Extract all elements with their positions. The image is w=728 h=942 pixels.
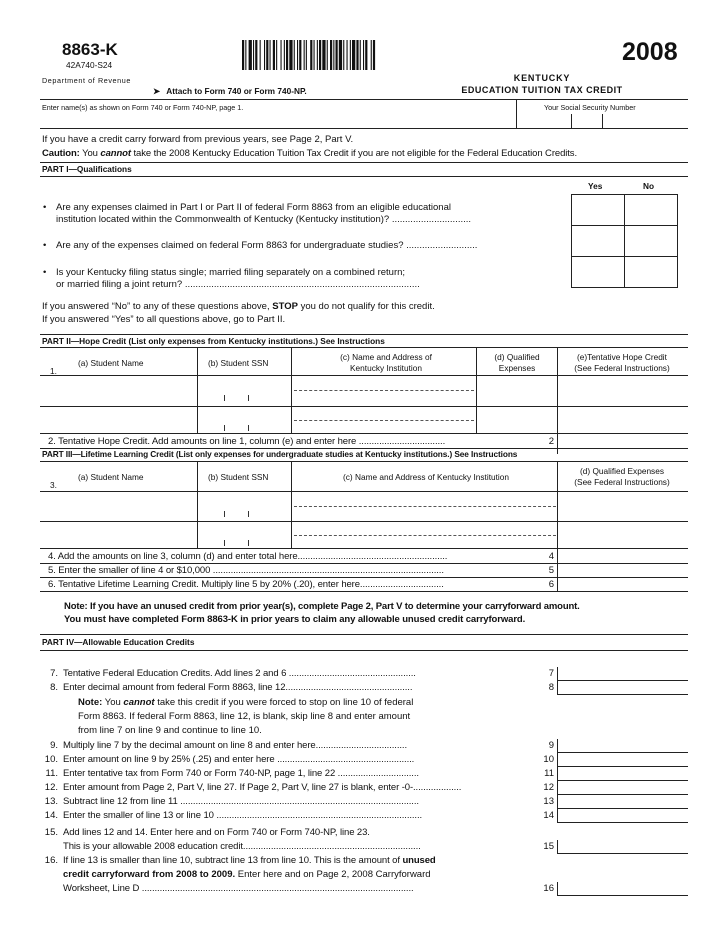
question-1-line2: institution located within the Commonwealth of Kentucky (Kentucky institution)? .............................. [56, 214, 472, 225]
part2-col-e-line2: (See Federal Instructions) [574, 363, 670, 373]
part4-line-label: 9. [50, 740, 58, 751]
carryforward-note-1: Note: If you have an unused credit from prior year(s), complete Page 2, Part V to determine your carryforward amount. [64, 601, 580, 612]
part3-row1-institution[interactable] [293, 492, 555, 520]
ssn-label: Your Social Security Number [544, 103, 636, 112]
part2-row1-credit[interactable] [559, 376, 687, 405]
line16-num: 16 [543, 883, 554, 894]
barcode-image [242, 40, 408, 70]
part4-line-label: 7. [50, 668, 58, 679]
arrow-icon: ➤ [153, 86, 160, 96]
part1-title: PART I—Qualifications [42, 164, 132, 174]
part2-row1-name[interactable] [42, 376, 196, 405]
line1-label: 1. [50, 366, 57, 376]
caution-text-b: take the 2008 Kentucky Education Tuition Tax Credit if you are not eligible for the Federal Education Credits. [133, 148, 577, 159]
line8-note-label: Note: [78, 697, 103, 708]
caution-note [42, 148, 577, 160]
caution-label: Caution: [42, 148, 80, 159]
part4-line-text: Enter amount from Page 2, Part V, line 27. If Page 2, Part V, line 27 is blank, enter -0-................... [63, 782, 462, 793]
part4-line-label: 11. [45, 768, 58, 779]
name-label: Enter name(s) as shown on Form 740 or Form 740-NP, page 1. [42, 103, 244, 112]
line8-note-line2: Form 8863. If federal Form 8863, line 12, is blank, skip line 8 and enter amount [78, 711, 411, 722]
line16-text-2 [63, 869, 431, 881]
part4-line-label: 14. [44, 810, 58, 821]
part3-row2-ssn[interactable] [199, 522, 289, 547]
line16-label: 16. [44, 855, 58, 866]
part4-line-amount[interactable] [559, 739, 687, 751]
line2-num: 2 [548, 436, 554, 447]
part2-col-e [558, 352, 686, 374]
part2-col-d-line2: Expenses [498, 363, 536, 373]
part4-line-label: 8. [50, 682, 58, 693]
q1-no-box[interactable] [624, 194, 678, 226]
part4-line-num: 15 [543, 841, 554, 852]
part2-title: PART II—Hope Credit (List only expenses from Kentucky institutions.) See Instructions [42, 336, 385, 346]
part4-line-num: 11 [544, 768, 554, 779]
line4-amount[interactable] [559, 550, 687, 562]
line16-text-3: Worksheet, Line D ........................................................................................................... [63, 883, 414, 894]
line16-unused: unused [402, 855, 436, 866]
line6-num: 6 [548, 579, 554, 590]
part3-col-a: (a) Student Name [78, 472, 144, 482]
part4-line-amount[interactable] [559, 781, 687, 793]
line8-note-line3: from line 7 on line 9 and continue to line 10. [78, 725, 262, 736]
carryforward-note-2: You must have completed Form 8863-K in prior years to claim any allowable unused credit carryforward. [64, 614, 526, 625]
part4-line-num: 7 [548, 668, 554, 679]
line5-num: 5 [548, 565, 554, 576]
part4-title: PART IV—Allowable Education Credits [42, 637, 195, 647]
form-number: 8863-K [62, 40, 118, 59]
line6-text: 6. Tentative Lifetime Learning Credit. Multiply line 5 by 20% (.20), enter here................................. [48, 579, 444, 590]
form-code: 42A740-S24 [66, 60, 113, 70]
title-line2: EDUCATION TUITION TAX CREDIT [461, 85, 623, 95]
part4-line-amount[interactable] [559, 795, 687, 807]
no-answer-note [42, 301, 435, 313]
part4-line-num: 8 [548, 682, 554, 693]
part4-line-num: 14 [543, 810, 554, 821]
line5-text: 5. Enter the smaller of line 4 or $10,000 ........................................................................................... [48, 565, 444, 576]
part4-line-amount[interactable] [559, 767, 687, 779]
part4-line-text: Tentative Federal Education Credits. Add lines 2 and 6 .................................................. [63, 668, 416, 679]
stop-label: STOP [272, 301, 298, 312]
part2-row1-expenses[interactable] [478, 376, 556, 405]
line4-text: 4. Add the amounts on line 3, column (d) and enter total here........................................................... [48, 551, 448, 562]
part4-line-amount[interactable] [559, 840, 687, 852]
question-2: • Are any of the expenses claimed on federal Form 8863 for undergraduate studies? ........................... [56, 240, 477, 252]
line5-amount[interactable] [559, 564, 687, 576]
part3-row1-ssn[interactable] [199, 492, 289, 520]
line8-note-b: take this credit if you were forced to stop on line 10 of federal [157, 697, 414, 708]
department: Department of Revenue [42, 76, 131, 85]
line8-note-cannot: cannot [123, 697, 155, 708]
q3-yes-box[interactable] [571, 256, 625, 288]
part4-line-text: Enter amount on line 9 by 25% (.25) and enter here ...................................................... [63, 754, 415, 765]
part3-row1-name[interactable] [42, 492, 196, 520]
part3-col-b: (b) Student SSN [208, 472, 269, 482]
part3-row1-expenses[interactable] [559, 492, 687, 520]
part2-col-c [296, 352, 476, 374]
part4-line-label: 12. [44, 782, 58, 793]
part4-line-num: 9 [548, 740, 554, 751]
part3-row2-name[interactable] [42, 522, 196, 547]
part3-col-d-line2: (See Federal Instructions) [574, 477, 670, 487]
part4-line-text: This is your allowable 2008 education credit...................................................................... [63, 841, 421, 852]
question-1-line1: • Are any expenses claimed in Part I or Part II of federal Form 8863 from an eligible educational [56, 202, 451, 213]
caution-text-a: You [82, 148, 98, 159]
line2-amount[interactable] [559, 434, 687, 446]
part4-line-label: 10. [44, 754, 58, 765]
part4-line-label: 13. [44, 796, 58, 807]
carry-forward-note: If you have a credit carry forward from previous years, see Page 2, Part V. [42, 134, 354, 145]
part2-row2-expenses[interactable] [478, 407, 556, 432]
line3-label: 3. [50, 480, 57, 490]
name-field[interactable] [42, 113, 512, 127]
part3-col-c: (c) Name and Address of Kentucky Institution [342, 472, 510, 482]
attach-text: Attach to Form 740 or Form 740-NP. [166, 86, 307, 96]
part3-row2-institution[interactable] [293, 522, 555, 547]
question-3-line1: • Is your Kentucky filing status single; married filing separately on a combined return; [56, 267, 406, 278]
part2-col-e-line1: (e)Tentative Hope Credit [577, 352, 667, 362]
part4-line-amount[interactable] [559, 667, 687, 679]
yes-answer-note: If you answered “Yes” to all questions above, go to Part II. [42, 314, 286, 325]
q2-yes-box[interactable] [571, 225, 625, 257]
line16-amount[interactable] [559, 882, 687, 894]
ssn-field[interactable] [520, 114, 686, 128]
question-3-line2: or married filing a joint return? ......................................................................................... [56, 279, 420, 290]
yes-header: Yes [588, 181, 603, 191]
part3-title: PART III—Lifetime Learning Credit (List only expenses for undergraduate studies at Kentucky institutions.) See Instructions [42, 449, 518, 459]
part4-line-text: Multiply line 7 by the decimal amount on line 8 and enter here.................................... [63, 740, 407, 751]
attach-instruction [153, 86, 307, 97]
line16-text-a: If line 13 is smaller than line 10, subtract line 13 from line 10. This is the amount of [63, 855, 400, 866]
line16-text-b: credit carryforward from 2008 to 2009. [63, 869, 236, 880]
part2-row1-institution[interactable] [293, 376, 475, 405]
part3-col-d-line1: (d) Qualified Expenses [580, 466, 664, 476]
q3-no-box[interactable] [624, 256, 678, 288]
part2-col-b: (b) Student SSN [208, 358, 269, 368]
part2-col-c-line1: (c) Name and Address of [340, 352, 432, 362]
part4-line-num: 10 [543, 754, 554, 765]
part2-row2-credit[interactable] [559, 407, 687, 432]
question-1 [56, 202, 471, 226]
part4-line-text: Enter tentative tax from Form 740 or Form 740-NP, page 1, line 22 ................................ [63, 768, 419, 779]
part4-line-label: 15. [44, 827, 58, 838]
part2-col-d [478, 352, 556, 374]
part2-row1-ssn[interactable] [199, 376, 289, 405]
part4-line-text: Enter decimal amount from federal Form 8863, line 12.................................................. [63, 682, 413, 693]
part4-line-amount[interactable] [559, 681, 687, 693]
part2-row2-institution[interactable] [293, 407, 475, 432]
line4-num: 4 [548, 551, 554, 562]
part2-col-c-line2: Kentucky Institution [350, 363, 422, 373]
tax-year: 2008 [622, 38, 678, 66]
part4-line-num: 12 [543, 782, 554, 793]
no-answer-text-a: If you answered “No” to any of these questions above, [42, 301, 270, 312]
part4-line-amount[interactable] [559, 753, 687, 765]
part2-row2-name[interactable] [42, 407, 196, 432]
line2-text: 2. Tentative Hope Credit. Add amounts on line 1, column (e) and enter here .................................. [48, 436, 446, 447]
caution-cannot: cannot [100, 148, 131, 159]
part3-row2-expenses[interactable] [559, 522, 687, 547]
part2-row2-ssn[interactable] [199, 407, 289, 432]
part2-col-a: (a) Student Name [78, 358, 144, 368]
part4-line-num: 13 [543, 796, 554, 807]
line8-note-a: You [104, 697, 121, 708]
part4-line-text: Add lines 12 and 14. Enter here and on Form 740 or Form 740-NP, line 23. [63, 827, 370, 838]
no-header: No [643, 181, 655, 191]
part4-line-amount[interactable] [559, 809, 687, 821]
question-3 [56, 267, 420, 291]
part4-line-text: Enter the smaller of line 13 or line 10 ................................................................................. [63, 810, 423, 821]
q1-yes-box[interactable] [571, 194, 625, 226]
part3-col-d [558, 466, 686, 488]
line16-text-c: Enter here and on Page 2, 2008 Carryforward [237, 869, 431, 880]
part4-line-text: Subtract line 12 from line 11 .............................................................................................. [63, 796, 419, 807]
title-line1: KENTUCKY [513, 73, 571, 83]
part2-col-d-line1: (d) Qualified [494, 352, 540, 362]
q2-no-box[interactable] [624, 225, 678, 257]
line16-text-1 [63, 855, 436, 867]
line6-amount[interactable] [559, 578, 687, 590]
line8-note [78, 697, 413, 709]
no-answer-text-b: you do not qualify for this credit. [300, 301, 435, 312]
